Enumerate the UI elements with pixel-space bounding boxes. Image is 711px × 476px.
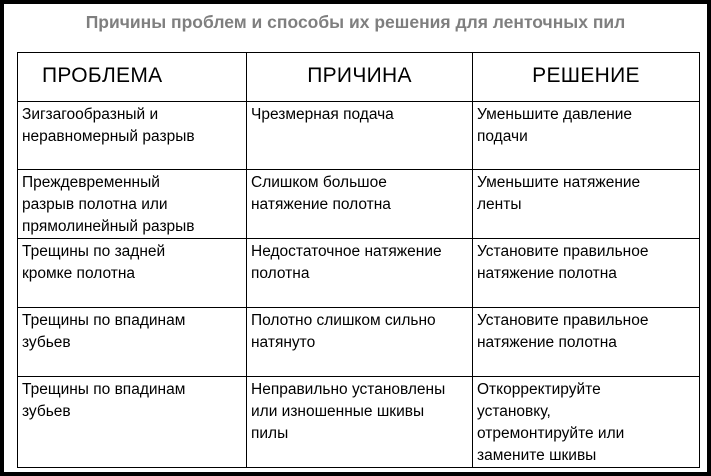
column-header-cause: ПРИЧИНА <box>247 53 473 102</box>
cell-cause: Неправильно установлены или изношенные шкивы пилы <box>247 377 473 468</box>
cell-cause: Чрезмерная подача <box>247 102 473 170</box>
cell-cause: Недостаточное натяжение полотна <box>247 239 473 308</box>
cell-solution: Уменьшите натяжение ленты <box>473 170 700 239</box>
cell-solution: Откорректируйте установку, отремонтируйте или замените шкивы <box>473 377 700 468</box>
table-row <box>18 239 700 308</box>
cell-solution: Уменьшите давление подачи <box>473 102 700 170</box>
table-header-row <box>18 53 700 102</box>
table-row <box>18 102 700 170</box>
document-frame <box>4 4 707 472</box>
page-title: Причины проблем и способы их решения для ленточных пил <box>85 12 626 32</box>
troubleshooting-table <box>17 52 700 468</box>
cell-problem: Зигзагообразный и неравномерный разрыв <box>18 102 247 170</box>
cell-problem: Трещины по впадинам зубьев <box>18 308 247 377</box>
table-row <box>18 308 700 377</box>
table-row <box>18 377 700 468</box>
column-header-solution: РЕШЕНИЕ <box>473 53 700 102</box>
cell-cause: Полотно слишком сильно натянуто <box>247 308 473 377</box>
cell-problem: Преждевременный разрыв полотна или прямолинейный разрыв <box>18 170 247 239</box>
table-row <box>18 170 700 239</box>
cell-cause: Слишком большое натяжение полотна <box>247 170 473 239</box>
cell-solution: Установите правильное натяжение полотна <box>473 308 700 377</box>
cell-problem: Трещины по задней кромке полотна <box>18 239 247 308</box>
cell-solution: Установите правильное натяжение полотна <box>473 239 700 308</box>
cell-problem: Трещины по впадинам зубьев <box>18 377 247 468</box>
column-header-problem: ПРОБЛЕМА <box>18 53 247 102</box>
